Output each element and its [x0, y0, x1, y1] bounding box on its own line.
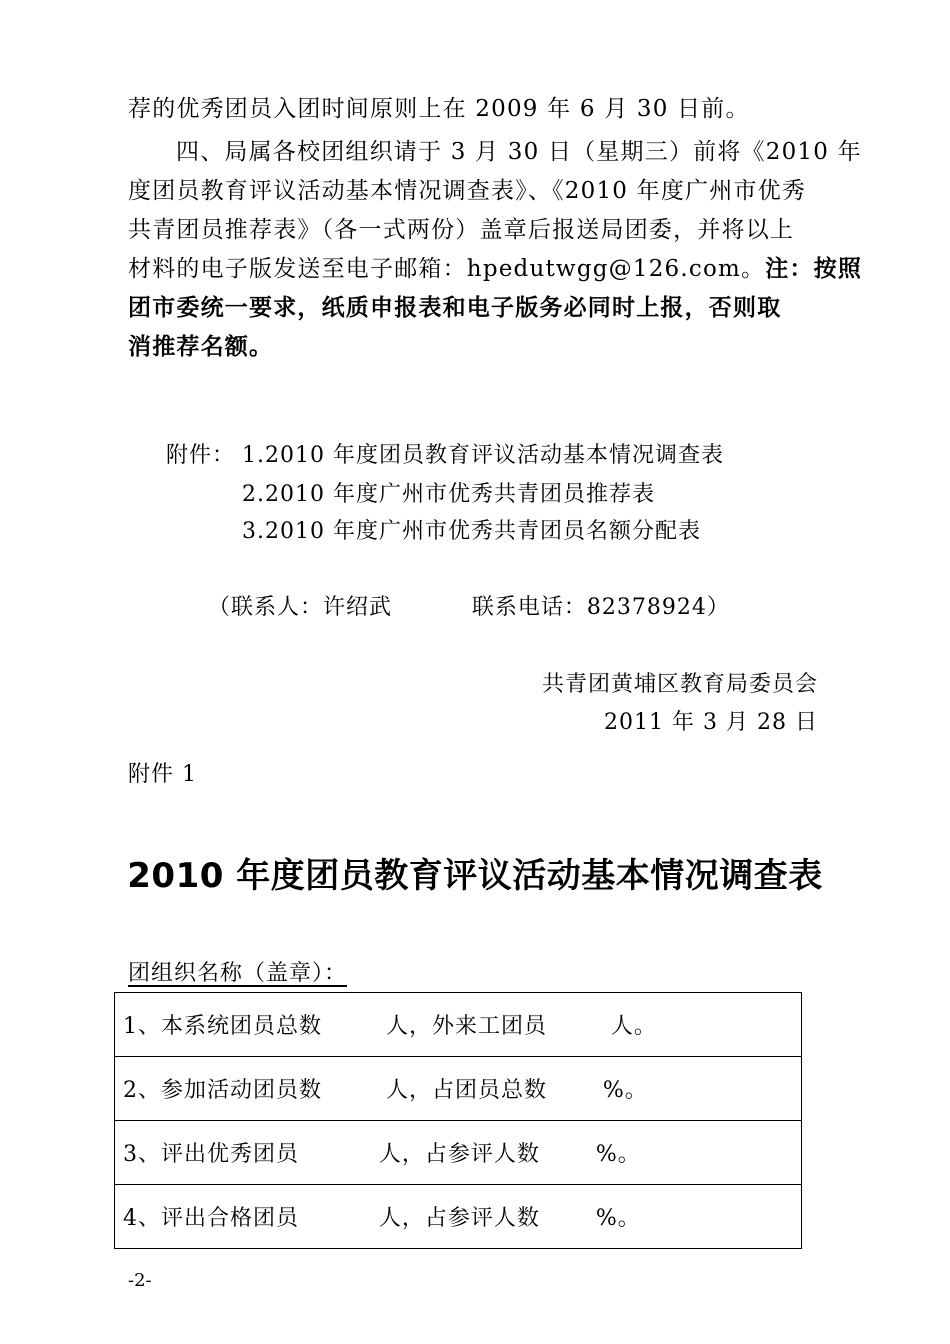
table-cell: 3、评出优秀团员 人，占参评人数 %。 [115, 1121, 802, 1185]
table-cell: 1、本系统团员总数 人，外来工团员 人。 [115, 993, 802, 1057]
note-text: 注：按照 [765, 255, 863, 282]
table-row [115, 1121, 802, 1185]
table-cell: 4、评出合格团员 人，占参评人数 %。 [115, 1185, 802, 1249]
table-row [115, 1185, 802, 1249]
annex-label: 附件 1 [128, 762, 197, 787]
attachment-item: 2.2010 年度广州市优秀共青团员推荐表 [242, 482, 655, 507]
signature-organization: 共青团黄埔区教育局委员会 [541, 672, 818, 697]
signature-date: 2011 年 3 月 28 日 [604, 710, 818, 735]
contact-info: （联系人：许绍武 联系电话：82378924） [208, 595, 730, 620]
table-cell: 2、参加活动团员数 人，占团员总数 %。 [115, 1057, 802, 1121]
paragraph-line: 共青团员推荐表》（各一式两份）盖章后报送局团委，并将以上 [128, 217, 795, 243]
email-sentence: 材料的电子版发送至电子邮箱：hpedutwgg@126.com。 [128, 256, 766, 282]
org-name-label: 团组织名称（盖章）： [128, 961, 348, 986]
note-text: 团市委统一要求，纸质申报表和电子版务必同时上报，否则取 [128, 294, 782, 321]
paragraph-line: 度团员教育评议活动基本情况调查表》、《2010 年度广州市优秀 [128, 178, 807, 204]
paragraph-line: 四、局属各校团组织请于 3 月 30 日（星期三）前将《2010 年 [176, 139, 862, 165]
attachment-label: 附件： [166, 443, 236, 468]
paragraph-line [128, 250, 862, 283]
survey-table [114, 992, 802, 1249]
page-number: -2- [128, 1270, 152, 1291]
table-row [115, 1057, 802, 1121]
note-text: 消推荐名额。 [128, 333, 274, 360]
paragraph-line: 荐的优秀团员入团时间原则上在 2009 年 6 月 30 日前。 [128, 96, 750, 122]
survey-title: 2010 年度团员教育评议活动基本情况调查表 [127, 856, 823, 896]
attachment-item: 3.2010 年度广州市优秀共青团员名额分配表 [242, 519, 701, 544]
table-row [115, 993, 802, 1057]
attachment-item: 1.2010 年度团员教育评议活动基本情况调查表 [242, 443, 724, 468]
